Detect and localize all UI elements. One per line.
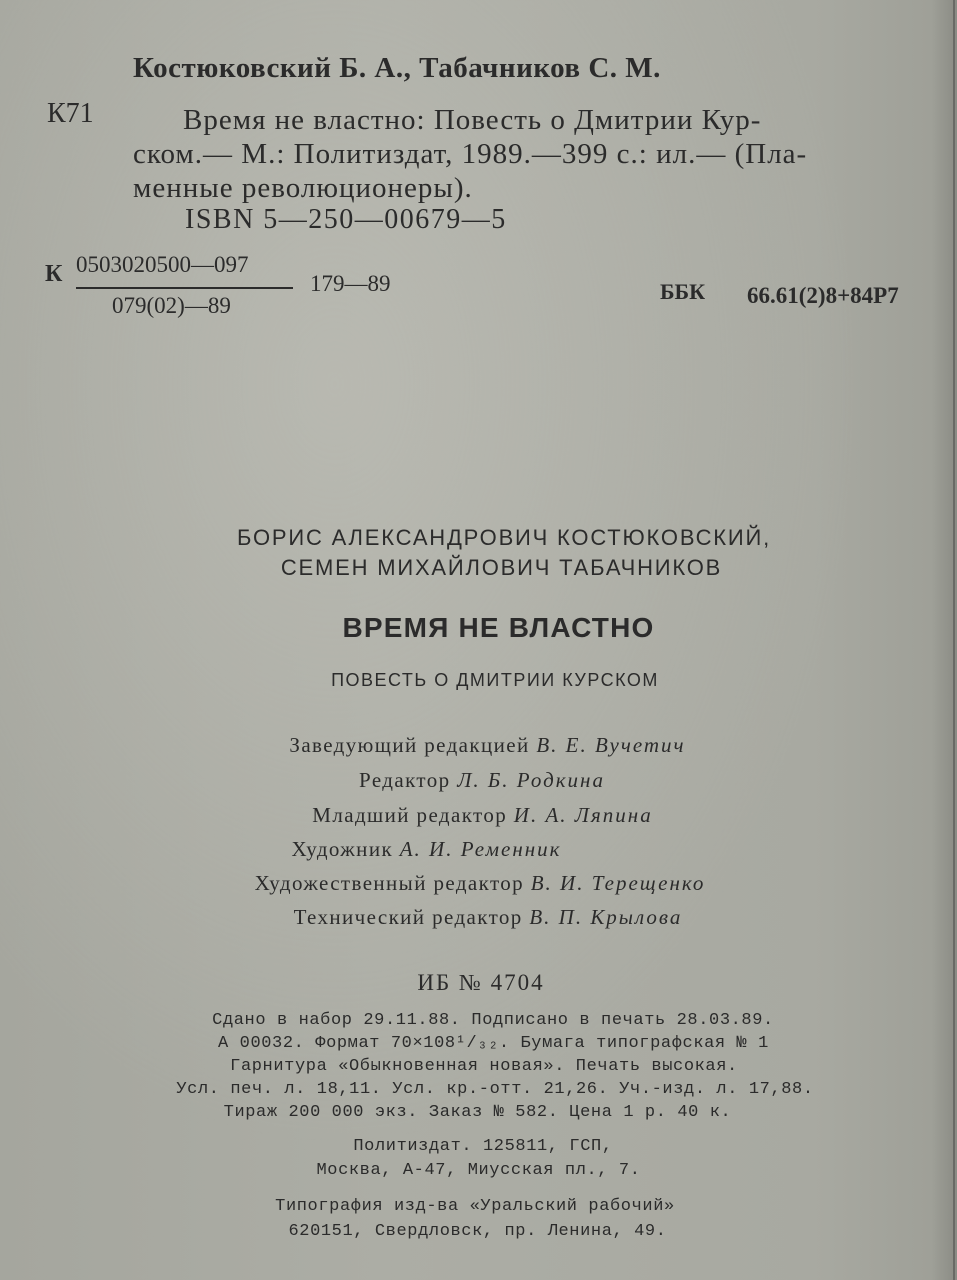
- staff-line: [0, 803, 957, 828]
- imprint-line: Сдано в набор 29.11.88. Подписано в печать 28.03.89.: [212, 1011, 774, 1030]
- imprint-line: Тираж 200 000 экз. Заказ № 582. Цена 1 р. 40 к.: [223, 1103, 732, 1122]
- catalog-denominator: 079(02)—89: [112, 293, 231, 318]
- staff-line: [0, 768, 957, 793]
- staff-name: В. П. Крылова: [529, 905, 683, 929]
- biblio-line: ском.— М.: Политиздат, 1989.—399 с.: ил.— (Пла-: [133, 138, 808, 170]
- class-code: К71: [47, 98, 94, 129]
- staff-role: Заведующий редакцией: [289, 733, 530, 757]
- author-full-name-1: БОРИС АЛЕКСАНДРОВИЧ КОСТЮКОВСКИЙ,: [236, 525, 772, 550]
- staff-role: Художник: [291, 837, 394, 861]
- staff-name: В. И. Терещенко: [530, 871, 706, 895]
- catalog-k-letter: К: [45, 261, 63, 287]
- staff-name: И. А. Ляпина: [513, 803, 653, 827]
- staff-role: Младший редактор: [312, 803, 508, 827]
- book-title: ВРЕМЯ НЕ ВЛАСТНО: [342, 612, 655, 643]
- staff-line: [0, 905, 957, 930]
- staff-role: Редактор: [359, 768, 451, 792]
- staff-role: Технический редактор: [293, 905, 523, 929]
- authors-heading: Костюковский Б. А., Табачников С. М.: [133, 52, 661, 84]
- ib-number: ИБ № 4704: [417, 970, 545, 995]
- staff-line: [0, 733, 957, 758]
- staff-line: [0, 871, 957, 896]
- catalog-middle-code: 179—89: [310, 271, 391, 296]
- biblio-line: Время не властно: Повесть о Дмитрии Кур-: [183, 104, 762, 136]
- catalog-numerator: 0503020500—097: [76, 252, 249, 277]
- publisher-line: Политиздат. 125811, ГСП,: [353, 1137, 613, 1156]
- imprint-line: А 00032. Формат 70×108¹/₃₂. Бумага типографская № 1: [218, 1034, 769, 1053]
- bbk-code: 66.61(2)8+84Р7: [747, 283, 899, 308]
- publisher-line: Москва, А-47, Миусская пл., 7.: [316, 1161, 641, 1180]
- staff-name: Л. Б. Родкина: [457, 768, 605, 792]
- staff-name: А. И. Ременник: [399, 837, 562, 861]
- printer-line: Типография изд-ва «Уральский рабочий»: [275, 1197, 675, 1216]
- imprint-line: Гарнитура «Обыкновенная новая». Печать высокая.: [230, 1057, 738, 1076]
- author-full-name-2: СЕМЕН МИХАЙЛОВИЧ ТАБАЧНИКОВ: [280, 555, 723, 580]
- bbk-label: ББК: [660, 279, 706, 304]
- isbn: ISBN 5—250—00679—5: [185, 204, 507, 235]
- biblio-line: менные революционеры).: [133, 172, 473, 204]
- book-subtitle: ПОВЕСТЬ О ДМИТРИИ КУРСКОМ: [331, 670, 659, 690]
- staff-role: Художественный редактор: [254, 871, 525, 895]
- staff-line: [0, 837, 853, 862]
- imprint-line: Усл. печ. л. 18,11. Усл. кр.-отт. 21,26. Уч.-изд. л. 17,88.: [176, 1080, 814, 1099]
- fraction-line: [76, 287, 293, 289]
- staff-name: В. Е. Вучетич: [536, 733, 686, 757]
- printer-line: 620151, Свердловск, пр. Ленина, 49.: [288, 1222, 667, 1241]
